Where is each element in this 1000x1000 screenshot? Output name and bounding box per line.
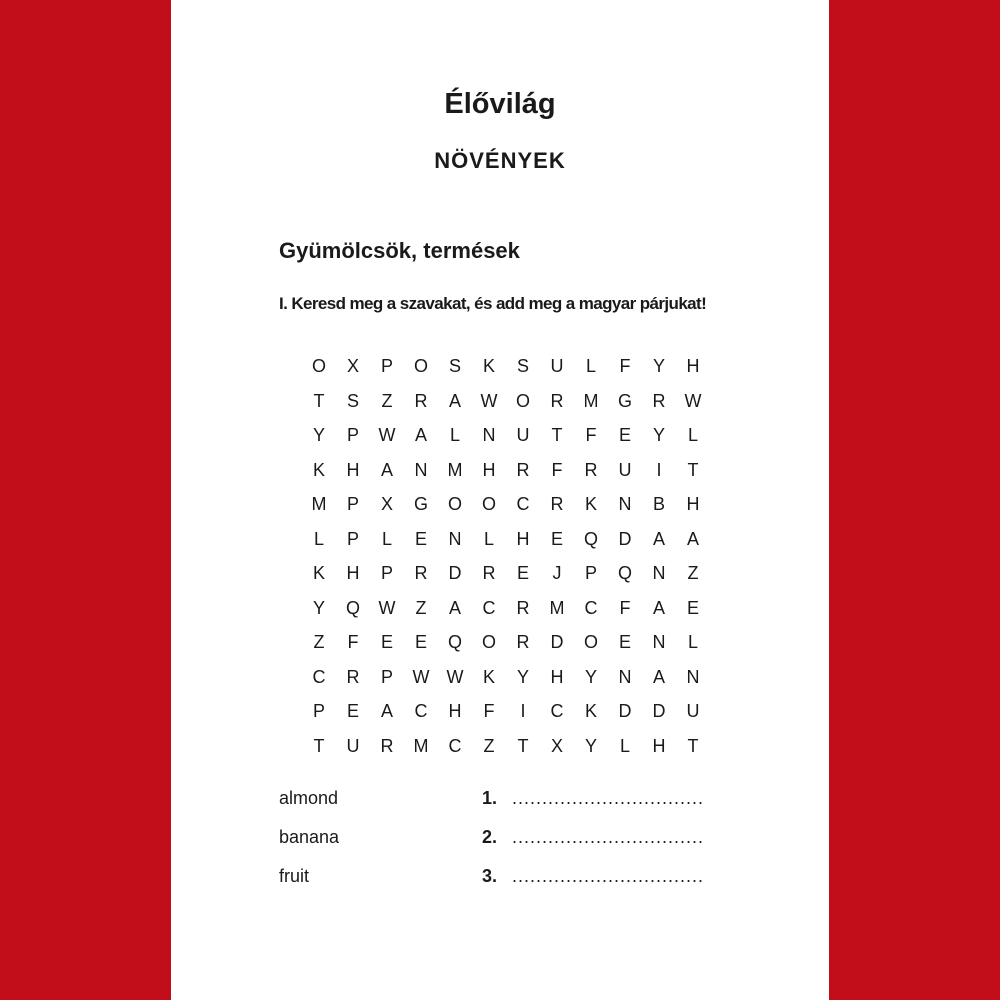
grid-letter: W: [378, 425, 396, 446]
grid-letter: U: [516, 425, 530, 446]
grid-letter: E: [618, 425, 631, 446]
grid-letter: T: [313, 390, 325, 411]
grid-letter: E: [380, 632, 393, 653]
grid-letter: U: [686, 701, 700, 722]
grid-letter: F: [619, 356, 631, 377]
grid-letter: W: [684, 390, 702, 411]
grid-letter: X: [550, 735, 563, 756]
grid-letter: L: [687, 425, 698, 446]
grid-letter: P: [346, 425, 359, 446]
grid-letter: R: [482, 563, 496, 584]
grid-letter: A: [448, 390, 461, 411]
grid-letter: N: [414, 459, 428, 480]
grid-letter: P: [346, 494, 359, 515]
grid-letter: M: [583, 390, 599, 411]
grid-letter: H: [652, 735, 666, 756]
grid-letter: P: [346, 528, 359, 549]
grid-letter: L: [449, 425, 460, 446]
grid-letter: K: [482, 666, 495, 687]
grid-letter: E: [550, 528, 563, 549]
grid-letter: Y: [584, 735, 597, 756]
grid-letter: N: [482, 425, 496, 446]
grid-letter: Z: [415, 597, 427, 618]
grid-letter: D: [618, 528, 632, 549]
worksheet-page: [171, 0, 829, 1000]
grid-letter: M: [413, 735, 429, 756]
grid-row: [302, 591, 710, 626]
right-red-band: [829, 0, 1000, 1000]
grid-letter: E: [414, 632, 427, 653]
grid-letter: O: [311, 356, 326, 377]
grid-letter: A: [686, 528, 699, 549]
grid-letter: G: [413, 494, 428, 515]
word-item: [279, 864, 749, 903]
grid-letter: A: [652, 597, 665, 618]
grid-letter: X: [380, 494, 393, 515]
grid-letter: H: [346, 459, 360, 480]
grid-letter: N: [618, 666, 632, 687]
grid-letter: P: [312, 701, 325, 722]
grid-letter: E: [686, 597, 699, 618]
grid-letter: N: [618, 494, 632, 515]
grid-row: [302, 418, 710, 453]
grid-letter: R: [414, 563, 428, 584]
page-title: Élővilág: [444, 88, 556, 120]
grid-letter: R: [516, 632, 530, 653]
section-title: Gyümölcsök, termések: [279, 238, 520, 263]
grid-letter: O: [481, 632, 496, 653]
grid-letter: H: [686, 356, 700, 377]
grid-letter: D: [448, 563, 462, 584]
grid-letter: L: [483, 528, 494, 549]
grid-row: [302, 453, 710, 488]
grid-row: [302, 625, 710, 660]
answer-number: 3.: [482, 866, 498, 886]
grid-letter: L: [313, 528, 324, 549]
word-item: [279, 825, 749, 864]
grid-letter: P: [584, 563, 597, 584]
grid-row: [302, 660, 710, 695]
grid-letter: Y: [584, 666, 597, 687]
grid-letter: U: [550, 356, 564, 377]
grid-letter: Y: [312, 597, 325, 618]
grid-letter: A: [448, 597, 461, 618]
grid-letter: H: [550, 666, 564, 687]
grid-letter: Y: [652, 356, 665, 377]
grid-letter: F: [619, 597, 631, 618]
grid-letter: R: [346, 666, 360, 687]
grid-letter: E: [516, 563, 529, 584]
grid-letter: H: [448, 701, 462, 722]
grid-letter: Q: [583, 528, 598, 549]
grid-letter: X: [346, 356, 359, 377]
grid-letter: U: [346, 735, 360, 756]
answer-blank[interactable]: ................................: [512, 866, 705, 886]
grid-letter: C: [312, 666, 326, 687]
grid-letter: D: [618, 701, 632, 722]
grid-letter: W: [378, 597, 396, 618]
grid-letter: Q: [447, 632, 462, 653]
grid-letter: L: [687, 632, 698, 653]
grid-letter: A: [652, 666, 665, 687]
english-word: fruit: [279, 866, 310, 886]
grid-letter: H: [516, 528, 530, 549]
grid-letter: K: [312, 459, 325, 480]
grid-row: [302, 487, 710, 522]
grid-letter: H: [482, 459, 496, 480]
grid-letter: E: [618, 632, 631, 653]
grid-letter: C: [482, 597, 496, 618]
grid-letter: Y: [516, 666, 529, 687]
grid-letter: S: [516, 356, 529, 377]
grid-letter: R: [380, 735, 394, 756]
grid-letter: W: [446, 666, 464, 687]
grid-letter: E: [414, 528, 427, 549]
grid-letter: A: [380, 459, 393, 480]
grid-letter: S: [448, 356, 461, 377]
grid-letter: T: [517, 735, 529, 756]
grid-letter: Q: [345, 597, 360, 618]
grid-letter: Z: [687, 563, 699, 584]
grid-row: [302, 729, 710, 764]
grid-letter: O: [583, 632, 598, 653]
grid-row: [302, 349, 710, 384]
english-word: banana: [279, 827, 340, 847]
grid-letter: K: [584, 701, 597, 722]
grid-letter: K: [312, 563, 325, 584]
grid-letter: C: [584, 597, 598, 618]
grid-letter: C: [550, 701, 564, 722]
grid-letter: N: [652, 563, 666, 584]
page-subtitle: NÖVÉNYEK: [434, 148, 566, 173]
grid-letter: O: [515, 390, 530, 411]
grid-letter: P: [380, 356, 393, 377]
grid-letter: R: [550, 390, 564, 411]
grid-letter: I: [656, 459, 662, 480]
grid-letter: U: [618, 459, 632, 480]
answer-number: 2.: [482, 827, 498, 847]
grid-letter: M: [447, 459, 463, 480]
grid-letter: N: [448, 528, 462, 549]
grid-letter: B: [652, 494, 665, 515]
grid-letter: M: [549, 597, 565, 618]
grid-letter: M: [311, 494, 327, 515]
grid-letter: Z: [483, 735, 495, 756]
grid-letter: O: [481, 494, 496, 515]
grid-letter: C: [448, 735, 462, 756]
grid-letter: A: [380, 701, 393, 722]
grid-letter: N: [686, 666, 700, 687]
word-list: [279, 786, 749, 903]
grid-letter: T: [551, 425, 563, 446]
grid-letter: K: [482, 356, 495, 377]
grid-letter: G: [617, 390, 632, 411]
grid-letter: H: [346, 563, 360, 584]
grid-letter: T: [313, 735, 325, 756]
answer-blank[interactable]: ................................: [512, 788, 705, 808]
grid-letter: D: [652, 701, 666, 722]
grid-letter: F: [551, 459, 563, 480]
grid-letter: C: [516, 494, 530, 515]
grid-row: [302, 694, 710, 729]
instruction-text: I. Keresd meg a szavakat, és add meg a magyar párjukat!: [279, 294, 707, 313]
grid-letter: R: [516, 597, 530, 618]
grid-letter: F: [347, 632, 359, 653]
grid-letter: W: [480, 390, 498, 411]
grid-letter: O: [413, 356, 428, 377]
grid-letter: Y: [312, 425, 325, 446]
grid-letter: Z: [381, 390, 393, 411]
grid-letter: H: [686, 494, 700, 515]
grid-letter: L: [619, 735, 630, 756]
grid-letter: R: [516, 459, 530, 480]
grid-row: [302, 556, 710, 591]
grid-letter: L: [585, 356, 596, 377]
grid-letter: A: [414, 425, 427, 446]
grid-letter: K: [584, 494, 597, 515]
grid-letter: W: [412, 666, 430, 687]
left-red-band: [0, 0, 171, 1000]
grid-letter: Z: [313, 632, 325, 653]
grid-letter: T: [687, 459, 699, 480]
grid-letter: C: [414, 701, 428, 722]
grid-letter: L: [381, 528, 392, 549]
answer-blank[interactable]: ................................: [512, 827, 705, 847]
grid-letter: N: [652, 632, 666, 653]
grid-letter: R: [414, 390, 428, 411]
grid-letter: O: [447, 494, 462, 515]
grid-letter: A: [652, 528, 665, 549]
grid-letter: I: [520, 701, 526, 722]
grid-letter: D: [550, 632, 564, 653]
grid-letter: J: [552, 563, 562, 584]
english-word: almond: [279, 788, 339, 808]
grid-letter: F: [585, 425, 597, 446]
answer-number: 1.: [482, 788, 498, 808]
grid-letter: R: [550, 494, 564, 515]
grid-letter: T: [687, 735, 699, 756]
grid-row: [302, 522, 710, 557]
grid-letter: R: [584, 459, 598, 480]
grid-letter: Q: [617, 563, 632, 584]
grid-letter: Y: [652, 425, 665, 446]
grid-letter: S: [346, 390, 359, 411]
word-item: [279, 786, 749, 825]
grid-letter: E: [346, 701, 359, 722]
word-search-grid: [302, 349, 710, 763]
grid-letter: F: [483, 701, 495, 722]
grid-letter: R: [652, 390, 666, 411]
grid-letter: P: [380, 563, 393, 584]
grid-row: [302, 384, 710, 419]
grid-letter: P: [380, 666, 393, 687]
